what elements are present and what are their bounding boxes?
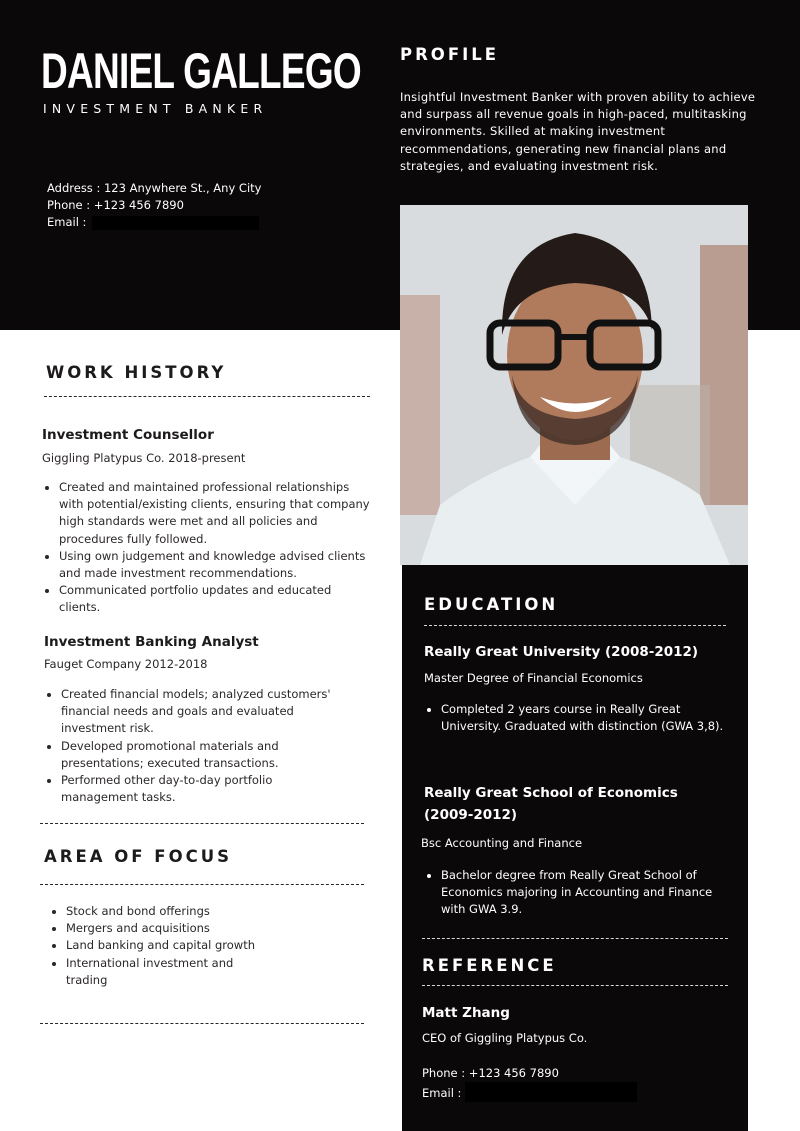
list-item: Performed other day-to-day portfolio management tasks. <box>44 772 334 806</box>
divider <box>40 823 364 824</box>
divider <box>422 985 728 986</box>
list-item: Bachelor degree from Really Great School of Economics majoring in Accounting and Finance with GWA 3.9. <box>424 867 714 919</box>
portrait-illustration <box>400 205 748 565</box>
contact-address: Address : 123 Anywhere St., Any City <box>47 181 262 195</box>
list-item: Created financial models; analyzed customers' financial needs and goals and evaluated investment risk. <box>44 686 334 738</box>
candidate-name: DANIEL GALLEGO <box>41 43 361 99</box>
job-1-title: Investment Counsellor <box>42 427 214 443</box>
reference-name: Matt Zhang <box>422 1005 510 1021</box>
reference-heading: REFERENCE <box>422 956 557 975</box>
divider <box>424 625 726 626</box>
reference-email <box>422 1082 637 1102</box>
list-item: International investment and trading <box>49 955 264 989</box>
list-item: Using own judgement and knowledge advised clients and made investment recommendations. <box>42 548 372 582</box>
list-item: Communicated portfolio updates and educated clients. <box>42 582 372 616</box>
list-item: Stock and bond offerings <box>49 903 264 920</box>
education-1-school: Really Great University (2008-2012) <box>424 644 699 660</box>
education-2-school: Really Great School of Economics (2009-2012) <box>424 785 678 823</box>
contact-email-label: Email : <box>47 215 87 229</box>
email-redaction-bar <box>465 1082 637 1102</box>
job-1-company: Giggling Platypus Co. 2018-present <box>42 451 246 465</box>
reference-email-label: Email : <box>422 1086 462 1100</box>
job-2-company: Fauget Company 2012-2018 <box>44 657 208 671</box>
education-1-degree: Master Degree of Financial Economics <box>424 671 643 685</box>
education-2-bullets <box>424 867 714 919</box>
education-2-degree: Bsc Accounting and Finance <box>421 836 583 850</box>
divider <box>44 396 370 397</box>
profile-heading: PROFILE <box>400 45 500 64</box>
email-redaction-bar <box>92 216 259 230</box>
divider <box>40 884 364 885</box>
contact-phone: Phone : +123 456 7890 <box>47 198 184 212</box>
job-2-bullets <box>44 686 334 806</box>
list-item: Land banking and capital growth <box>49 937 264 954</box>
profile-text: Insightful Investment Banker with proven ability to achieve and surpass all revenue goals in high-paced, multitasking environments. Skilled at making investment recommendations, generating new financial plans and strategies, and evaluating investment risk. <box>400 90 756 173</box>
work-history-heading: WORK HISTORY <box>46 363 227 382</box>
focus-list <box>49 903 264 989</box>
contact-email <box>47 214 261 231</box>
profile-photo <box>400 205 748 565</box>
education-heading: EDUCATION <box>424 595 559 614</box>
job-1-bullets <box>42 479 372 617</box>
divider <box>422 938 728 939</box>
list-item: Developed promotional materials and presentations; executed transactions. <box>44 738 334 772</box>
focus-heading: AREA OF FOCUS <box>44 847 232 866</box>
reference-phone: Phone : +123 456 7890 <box>422 1066 559 1080</box>
job-2-title: Investment Banking Analyst <box>44 634 259 650</box>
job-title: INVESTMENT BANKER <box>43 101 268 116</box>
reference-role: CEO of Giggling Platypus Co. <box>422 1031 588 1045</box>
list-item: Completed 2 years course in Really Great University. Graduated with distinction (GWA 3,8). <box>424 701 724 735</box>
list-item: Created and maintained professional relationships with potential/existing clients, ensuring that company high standards were met and all policies and procedures fully followed. <box>42 479 372 548</box>
education-1-bullets <box>424 701 724 735</box>
contact-block <box>47 180 261 231</box>
divider <box>40 1023 364 1024</box>
list-item: Mergers and acquisitions <box>49 920 264 937</box>
